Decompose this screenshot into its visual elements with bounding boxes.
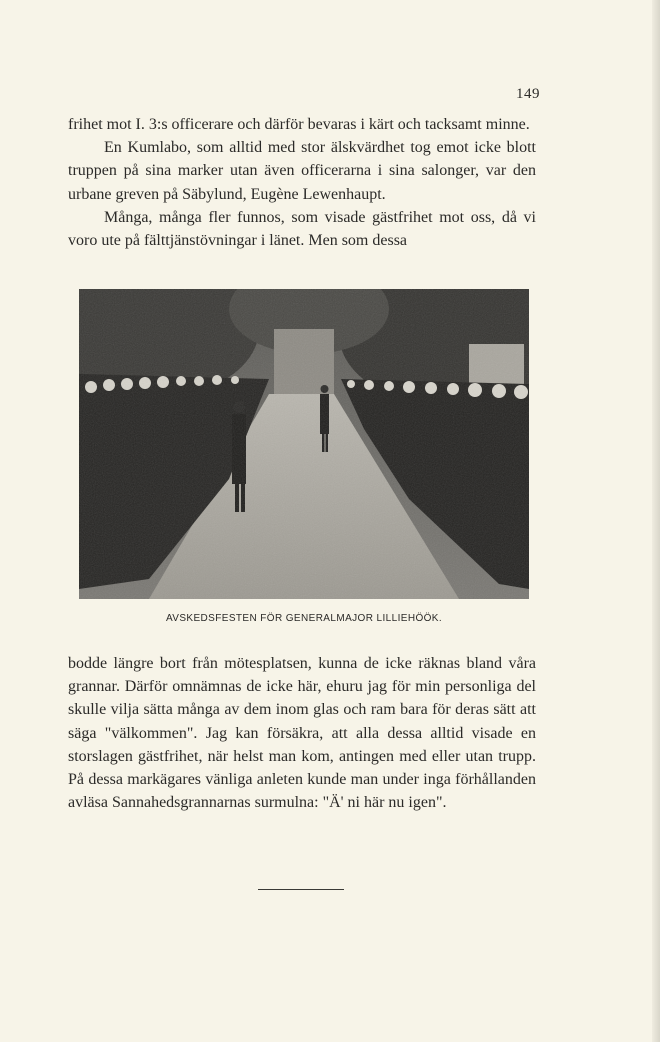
paragraph: En Kumlabo, som alltid med stor älskvärdhet tog emot icke blott truppen på sina marker utan även officerarna i sina salonger, var den urbane greven på Säbylund, Eugène Lewenhaupt. [68, 139, 536, 203]
paragraph: bodde längre bort från mötesplatsen, kunna de icke räknas bland våra grannar. Därför omnämnas de icke här, ehuru jag för min personliga del skulle vilja sätta många av dem inom glas och ram bara för deras sätt att säga "välkommen". Jag kan försäkra, att alla dessa alltid visade en storslagen gästfrihet, när helst man kom, antingen med eller utan trupp. På dessa markägares vänliga anleten kunde man under inga förhållanden avläsa Sannahedsgrannarnas surmulna: "Ä' ni här nu igen". [68, 655, 536, 812]
paragraph: frihet mot I. 3:s officerare och därför bevaras i kärt och tacksamt minne. [68, 116, 530, 133]
bottom-text-block [68, 652, 536, 814]
end-rule [258, 889, 344, 890]
figure-caption: AVSKEDSFESTEN FÖR GENERALMAJOR LILLIEHÖÖK. [165, 613, 443, 624]
top-text-block [68, 113, 536, 252]
paragraph: Många, många fler funnos, som visade gästfrihet mot oss, då vi voro ute på fälttjänstövningar i länet. Men som dessa [68, 208, 536, 250]
page-edge [652, 0, 660, 1042]
photograph-farewell-party [79, 289, 529, 599]
page-number: 149 [516, 86, 540, 102]
